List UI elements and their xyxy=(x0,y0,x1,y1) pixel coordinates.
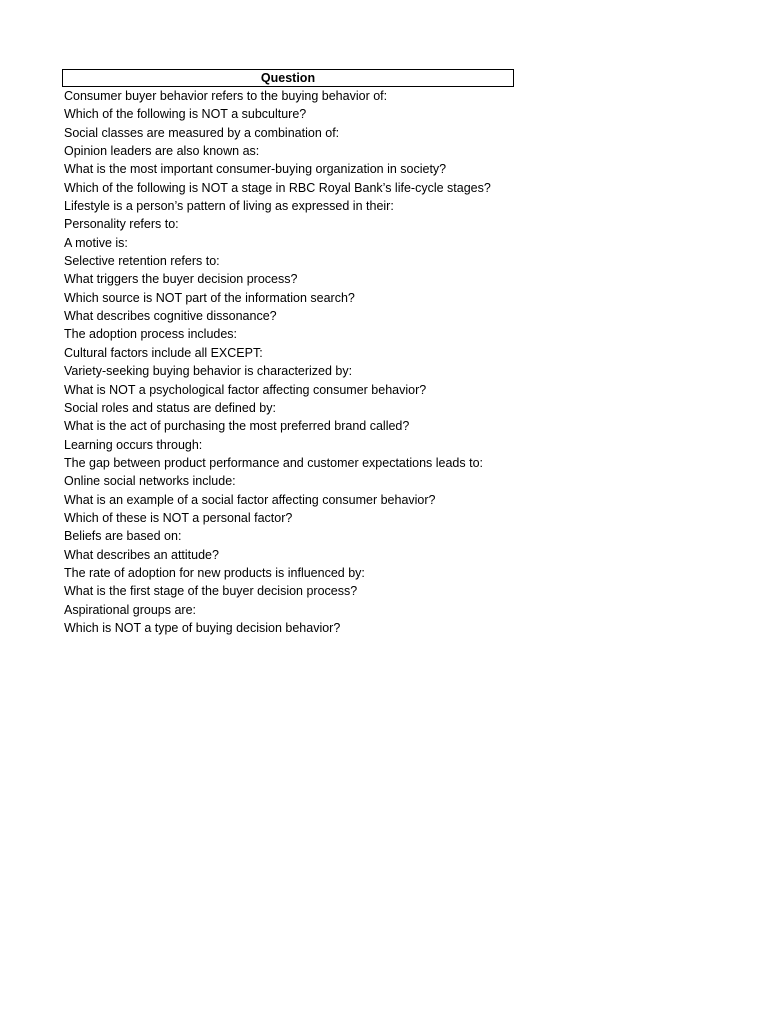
question-sheet xyxy=(62,69,522,637)
question-row: Which of the following is NOT a stage in RBC Royal Bank’s life-cycle stages? xyxy=(64,180,491,195)
question-row: The adoption process includes: xyxy=(64,327,238,342)
question-row: Lifestyle is a person’s pattern of living as expressed in their: xyxy=(64,199,394,214)
question-list xyxy=(62,87,522,637)
question-row: Personality refers to: xyxy=(64,217,179,232)
question-row: What describes cognitive dissonance? xyxy=(64,309,277,324)
question-row: Which is NOT a type of buying decision behavior? xyxy=(64,620,341,635)
question-row: Beliefs are based on: xyxy=(64,529,182,544)
question-row: Online social networks include: xyxy=(64,474,236,489)
question-row: What describes an attitude? xyxy=(64,547,219,562)
question-row: Which of the following is NOT a subculture? xyxy=(64,107,307,122)
question-row: Opinion leaders are also known as: xyxy=(64,144,260,159)
question-row: Cultural factors include all EXCEPT: xyxy=(64,345,263,360)
question-row: Aspirational groups are: xyxy=(64,602,197,617)
question-row: Selective retention refers to: xyxy=(64,254,220,269)
question-row: Learning occurs through: xyxy=(64,437,203,452)
question-row: What is the first stage of the buyer decision process? xyxy=(64,584,358,599)
question-row: Consumer buyer behavior refers to the buying behavior of: xyxy=(64,89,388,103)
question-row: A motive is: xyxy=(64,235,128,250)
question-row: Which of these is NOT a personal factor? xyxy=(64,510,293,525)
question-row: What is NOT a psychological factor affecting consumer behavior? xyxy=(64,382,427,397)
question-row: Which source is NOT part of the information search? xyxy=(64,290,355,305)
question-row: The gap between product performance and customer expectations leads to: xyxy=(64,455,484,470)
question-row: Variety-seeking buying behavior is characterized by: xyxy=(64,364,353,379)
question-row: Social classes are measured by a combination of: xyxy=(64,125,340,140)
question-row: The rate of adoption for new products is influenced by: xyxy=(64,565,365,580)
question-row: Social roles and status are defined by: xyxy=(64,400,276,415)
question-row: What is an example of a social factor affecting consumer behavior? xyxy=(64,492,436,507)
question-row: What is the act of purchasing the most preferred brand called? xyxy=(64,419,410,434)
question-row: What triggers the buyer decision process? xyxy=(64,272,298,287)
question-row: What is the most important consumer-buying organization in society? xyxy=(64,162,447,177)
column-header-question: Question xyxy=(62,69,514,87)
